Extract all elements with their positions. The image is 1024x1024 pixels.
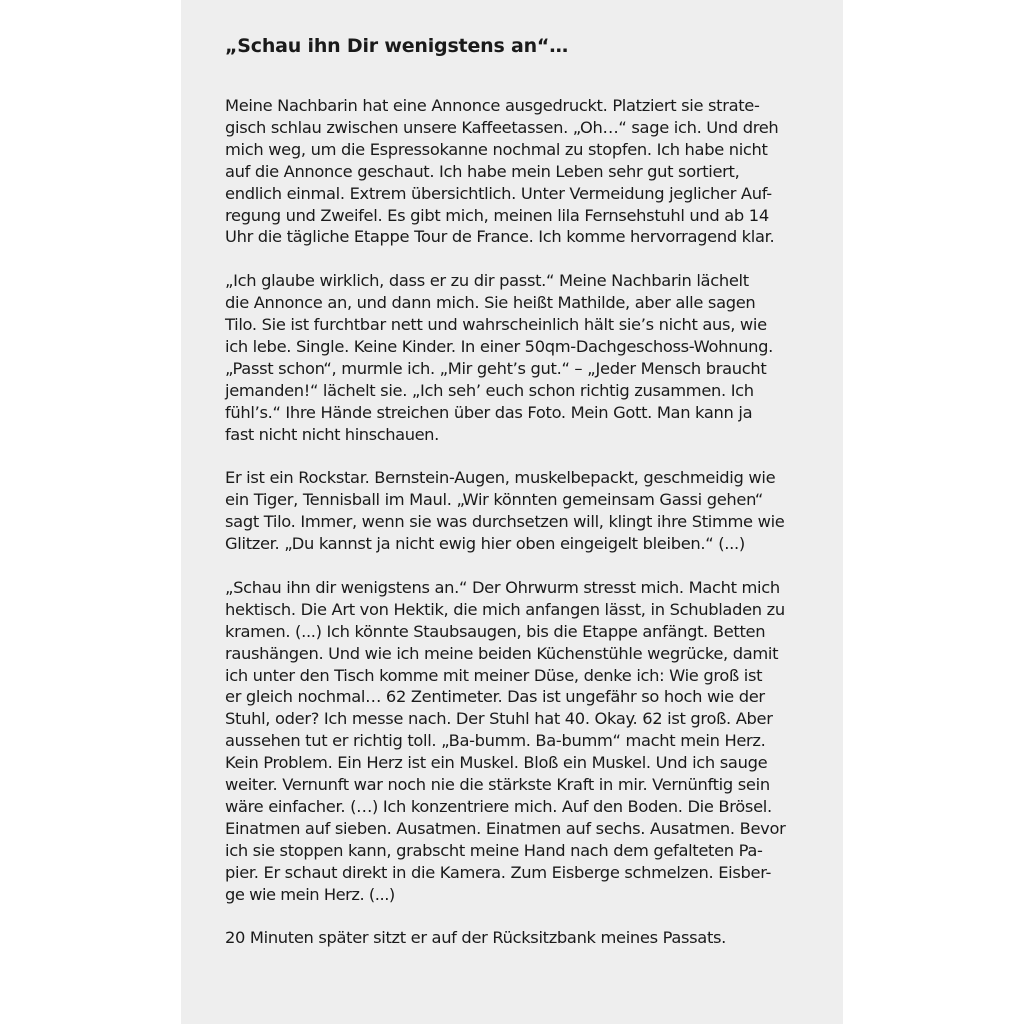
text-line: jemanden!“ lächelt sie. „Ich seh’ euch schon richtig zusammen. Ich <box>225 380 754 400</box>
text-line: kramen. (...) Ich könnte Staubsaugen, bis die Etappe anfängt. Betten <box>225 621 766 641</box>
text-line: er gleich nochmal… 62 Zentimeter. Das ist ungefähr so hoch wie der <box>225 687 765 707</box>
text-line: regung und Zweifel. Es gibt mich, meinen lila Fernsehstuhl und ab 14 <box>225 205 769 225</box>
text-line: fühl’s.“ Ihre Hände streichen über das Foto. Mein Gott. Man kann ja <box>225 402 753 422</box>
text-line: mich weg, um die Espressokanne nochmal zu stopfen. Ich habe nicht <box>225 139 768 159</box>
document-body <box>225 95 805 971</box>
text-line: Er ist ein Rockstar. Bernstein-Augen, muskelbepackt, geschmeidig wie <box>225 468 776 488</box>
text-line: gisch schlau zwischen unsere Kaffeetassen. „Oh…“ sage ich. Und dreh <box>225 117 779 137</box>
paragraph <box>225 95 805 248</box>
text-line: weiter. Vernunft war noch nie die stärkste Kraft in mir. Vernünftig sein <box>225 775 770 795</box>
text-line: ein Tiger, Tennisball im Maul. „Wir könnten gemeinsam Gassi gehen“ <box>225 490 764 510</box>
text-line: Meine Nachbarin hat eine Annonce ausgedruckt. Platziert sie strate- <box>225 96 760 115</box>
paragraph <box>225 577 805 906</box>
text-line: Glitzer. „Du kannst ja nicht ewig hier oben eingeigelt bleiben.“ (...) <box>225 534 745 554</box>
text-line: fast nicht nicht hinschauen. <box>225 424 439 444</box>
text-line: sagt Tilo. Immer, wenn sie was durchsetzen will, klingt ihre Stimme wie <box>225 512 785 532</box>
document-content <box>225 34 805 948</box>
text-line: aussehen tut er richtig toll. „Ba-bumm. Ba-bumm“ macht mein Herz. <box>225 731 766 751</box>
text-line: Kein Problem. Ein Herz ist ein Muskel. Bloß ein Muskel. Und ich sauge <box>225 753 768 773</box>
text-line: ich lebe. Single. Keine Kinder. In einer 50qm-Dachgeschoss-Wohnung. <box>225 336 773 356</box>
text-line: raushängen. Und wie ich meine beiden Küchenstühle wegrücke, damit <box>225 643 779 663</box>
text-line: die Annonce an, und dann mich. Sie heißt Mathilde, aber alle sagen <box>225 293 756 313</box>
text-line: Uhr die tägliche Etappe Tour de France. Ich komme hervorragend klar. <box>225 227 775 247</box>
document-page <box>181 0 843 1024</box>
text-line: 20 Minuten später sitzt er auf der Rücksitzbank meines Passats. <box>225 928 727 948</box>
text-line: pier. Er schaut direkt in die Kamera. Zum Eisberge schmelzen. Eisber- <box>225 862 772 882</box>
paragraph <box>225 467 805 555</box>
text-line: „Schau ihn dir wenigstens an.“ Der Ohrwurm stresst mich. Macht mich <box>225 577 780 597</box>
text-line: ich unter den Tisch komme mit meiner Düse, denke ich: Wie groß ist <box>225 665 763 685</box>
document-title: „Schau ihn Dir wenigstens an“… <box>225 35 569 57</box>
text-line: Stuhl, oder? Ich messe nach. Der Stuhl hat 40. Okay. 62 ist groß. Aber <box>225 709 773 729</box>
text-line: wäre einfacher. (…) Ich konzentriere mich. Auf den Boden. Die Brösel. <box>225 796 772 816</box>
text-line: ge wie mein Herz. (...) <box>225 884 395 904</box>
paragraph <box>225 270 805 445</box>
text-line: Einatmen auf sieben. Ausatmen. Einatmen auf sechs. Ausatmen. Bevor <box>225 818 786 838</box>
text-line: „Passt schon“, murmle ich. „Mir geht’s gut.“ – „Jeder Mensch braucht <box>225 358 767 378</box>
text-line: hektisch. Die Art von Hektik, die mich anfangen lässt, in Schubladen zu <box>225 599 785 619</box>
text-line: auf die Annonce geschaut. Ich habe mein Leben sehr gut sortiert, <box>225 161 740 181</box>
text-line: „Ich glaube wirklich, dass er zu dir passt.“ Meine Nachbarin lächelt <box>225 271 749 291</box>
text-line: ich sie stoppen kann, grabscht meine Hand nach dem gefalteten Pa- <box>225 840 763 860</box>
text-line: endlich einmal. Extrem übersichtlich. Unter Vermeidung jeglicher Auf- <box>225 183 772 203</box>
text-line: Tilo. Sie ist furchtbar nett und wahrscheinlich hält sie’s nicht aus, wie <box>225 315 767 335</box>
paragraph <box>225 927 805 949</box>
